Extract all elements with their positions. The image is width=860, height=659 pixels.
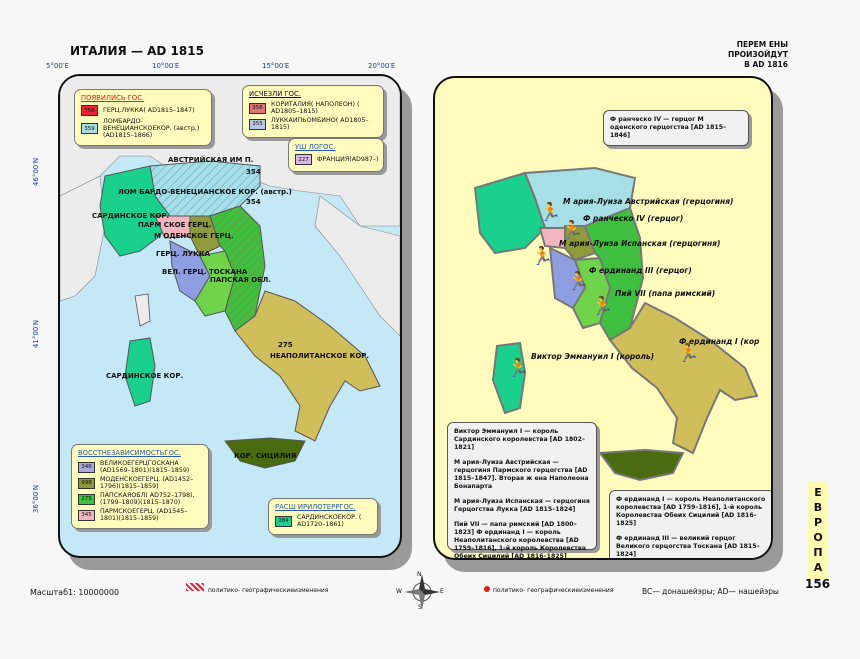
coord-left-46n: 46°00′N [32, 157, 41, 187]
info-right-item: Ф ердинанд I — король Неаполитанского королевства [AD 1759–1816], 1-й король Королевства Обеих Сицилий [AD 1816–1825] [616, 496, 766, 527]
label-parma: ПАРМ СКОЕ ГЕРЦ. [138, 221, 212, 229]
coord-top-20e: 20°00′E [368, 62, 396, 70]
europa-letter: В [813, 501, 823, 514]
legend-restored-row [78, 492, 202, 506]
legend-swatch: 346 [78, 462, 95, 473]
compass-e: E [440, 588, 444, 595]
changes-text-2: политико- географическиеизменения [493, 587, 614, 594]
coord-left-41n: 41°00′N [32, 319, 41, 349]
ruler-icon: 🏃 [677, 343, 700, 364]
europa-letter: П [813, 546, 823, 559]
legend-swatch: 227 [295, 154, 312, 165]
legend-restored-row [78, 508, 202, 522]
europa-letter: Р [813, 516, 823, 529]
ruler-icon: 🏃 [561, 220, 584, 241]
r-naples [610, 303, 760, 453]
legend-appeared-row [81, 105, 205, 116]
legend-text: САРДИНСКОЕКОР. ( AD1720–1861) [297, 514, 362, 528]
legend-restored-row [78, 476, 202, 490]
legend-swatch: 275 [78, 494, 95, 505]
info-right-item: Ф ердинанд III — великий герцог Великого герцогства Тоскана [AD 1815–1824] [616, 535, 760, 558]
legend-text: ЛУККАИПЬОМБИНО( AD1805–1815) [271, 117, 369, 131]
europa-letter: Е [814, 486, 822, 499]
ruler-icon: 🏃 [591, 296, 614, 317]
ruler-label-maria-luisa-austria: М ария-Луиза Австрийская (герцогиня) [563, 197, 734, 206]
legend-swatch: 356 [249, 103, 266, 114]
legend-swatch: 284 [275, 516, 292, 527]
info-left-item: Пий VII — папа римский [AD 1800–1823] Ф ердинанд I — король Неаполитанского королевства [AD 1759–1816], 1-й король Королевства Обеих Сицилий [AD 1816–1825] [454, 521, 586, 560]
label-lombardo-veneto: ЛОМ БАРДО-ВЕНЕЦИАНСКОЕ КОР. (австр.) [118, 188, 292, 196]
ruler-label-victor-emmanuel: Виктор Эммануил I (король) [531, 352, 655, 361]
ruler-icon: 🏃 [507, 358, 530, 379]
info-left-item: Виктор Эммануил I — король Сардинского королевства [AD 1802–1821] [454, 428, 586, 451]
red-dot-icon [484, 586, 490, 592]
info-francesco: Ф ранческо IV — герцог М оденского герцогства [AD 1815–1846] [603, 110, 749, 146]
label-austria: АВСТРИЙСКАЯ ИМ П. [168, 156, 254, 164]
legend-restored [71, 444, 209, 529]
legend-text: ПАРМСКОЕГЕРЦ. (AD1545–1801)(1815–1859) [100, 508, 188, 522]
label-sardinia-main: САРДИНСКОЕ КОР. [92, 212, 170, 220]
right-title-line2: В AD 1816 [744, 60, 788, 69]
ruler-icon: 🏃 [531, 246, 554, 267]
era-text: BC— донашейэры; AD— нашейэры [642, 587, 779, 596]
legend-expanded-head: РАСШ ИРИЛОТЕРРГОС. [275, 503, 356, 511]
legend-text: ФРАНЦИЯ(AD987–) [317, 156, 379, 163]
info-left-item: М ария-Луиза Испанская — герцогиня Герцогства Лукка [AD 1815–1824] [454, 498, 590, 513]
ruler-label-ferdinand-iii: Ф ердинанд III (герцог) [589, 266, 692, 275]
legend-expanded [268, 498, 378, 535]
scale-text: Масштаб1: 10000000 [30, 588, 120, 597]
legend-restored-head: ВОССТНЕЗАВИСИМОСТЬГОС. [78, 449, 181, 457]
label-275: 275 [278, 341, 293, 349]
europa-letter: О [813, 531, 823, 544]
hatch-swatch-icon [186, 583, 204, 591]
ruler-label-francesco-iv: Ф ранческо IV (герцог) [583, 214, 684, 223]
label-modena: М ОДЕНСКОЕ ГЕРЦ. [154, 232, 234, 240]
label-papal: ПАПСКАЯ ОБЛ. [210, 276, 271, 284]
legend-text: КОРИТАЛИЯ( НАПОЛЕОН) ( AD1805–1815) [271, 101, 360, 115]
label-354b: 354 [246, 198, 261, 206]
ruler-label-pius-vii: Пий VII (папа римский) [615, 289, 716, 298]
legend-ushlo-row [295, 154, 377, 165]
ruler-label-ferdinand-i: Ф ердинанд I (кор [679, 337, 760, 346]
legend-gone-row [249, 101, 377, 115]
legend-swatch: 356 [81, 105, 98, 116]
naples-region [235, 291, 380, 441]
legend-text: ВЕЛИКОЕГЕРЦГОСКАНА (AD1569–1801)(1815–1859) [100, 460, 190, 474]
coord-bottom-15e: 15°00′E [265, 563, 293, 571]
legend-appeared-head: ПОЯВИЛИСЬ ГОС. [81, 94, 145, 102]
info-left-item: М ария-Луиза Австрийская — герцогиня Пармского герцогства [AD 1815–1847]. Вторая ж ена Наполеона Бонапарта [454, 459, 589, 490]
compass-rose-icon [402, 572, 442, 612]
legend-ushlo-head: УШ ЛОГОС. [295, 143, 336, 151]
corsica-island [135, 294, 150, 326]
france-land [60, 176, 105, 301]
coord-top-5e: 5°00′E [46, 62, 69, 70]
label-354a: 354 [246, 168, 261, 176]
coord-top-10e: 10°00′E [152, 62, 180, 70]
legend-swatch: 345 [78, 510, 95, 521]
legend-text: МОДЕНСКОЕГЕРЦ. (AD1452–1796)(1815–1859) [100, 476, 194, 490]
legend-gone-row [249, 117, 377, 131]
rulers-map-panel [433, 76, 773, 560]
changes-text-1: политико- географическиеизменения [208, 587, 329, 594]
label-sicily: КОР. СИЦИЛИЯ [234, 452, 297, 460]
coord-bottom-10e: 10°00′E [128, 563, 156, 571]
legend-appeared [74, 89, 212, 146]
right-title-line1: ПЕРЕМ ЕНЫ ПРОИЗОЙДУТ [728, 40, 788, 59]
compass-s: S [418, 604, 422, 611]
label-sardinia-island: САРДИНСКОЕ КОР. [106, 372, 184, 380]
ruler-icon: 🏃 [539, 202, 562, 223]
coord-left-36n: 36°00′N [32, 484, 41, 514]
compass-n: N [417, 571, 422, 578]
info-left-box [447, 422, 597, 560]
legend-swatch: 998 [78, 478, 95, 489]
map-title: ИТАЛИЯ — AD 1815 [70, 44, 204, 58]
europa-letter: А [813, 561, 823, 574]
legend-text: ЛОМБАРДО-ВЕНЕЦИАНСКОЕКОР. (австр.) (AD1815–1866) [103, 118, 200, 139]
label-tuscany: ВЕЛ. ГЕРЦ. ТОСКАНА [162, 268, 248, 276]
coord-top-15e: 15°00′E [262, 62, 290, 70]
legend-swatch: 355 [249, 119, 266, 130]
label-naples: НЕАПОЛИТАНСКОЕ КОР. [270, 352, 370, 360]
legend-text: ПАПСКАЯОБЛ( AD752–1798), (1799–1809)(1815–1870) [100, 492, 195, 506]
europa-tab [808, 481, 828, 579]
legend-gone [242, 85, 384, 138]
r-sicily [600, 450, 683, 480]
page-number: 156 [805, 577, 831, 591]
legend-gone-head: ИСЧЕЗЛИ ГОС. [249, 90, 301, 98]
ruler-label-maria-luisa-spain: М ария-Луиза Испанская (герцогиня) [559, 239, 721, 248]
legend-appeared-row [81, 118, 205, 139]
political-map-panel [58, 74, 402, 558]
label-lucca: ГЕРЦ. ЛУККА [156, 250, 211, 258]
legend-ushlo [288, 138, 384, 172]
info-right-box [609, 490, 773, 560]
legend-expanded-row [275, 514, 371, 528]
ruler-icon: 🏃 [567, 271, 590, 292]
compass-w: W [396, 588, 402, 595]
legend-restored-row [78, 460, 202, 474]
legend-text: ГЕРЦ.ЛУККА( AD1815–1847) [103, 107, 195, 114]
right-title [678, 40, 788, 70]
legend-swatch: 359 [81, 123, 98, 134]
